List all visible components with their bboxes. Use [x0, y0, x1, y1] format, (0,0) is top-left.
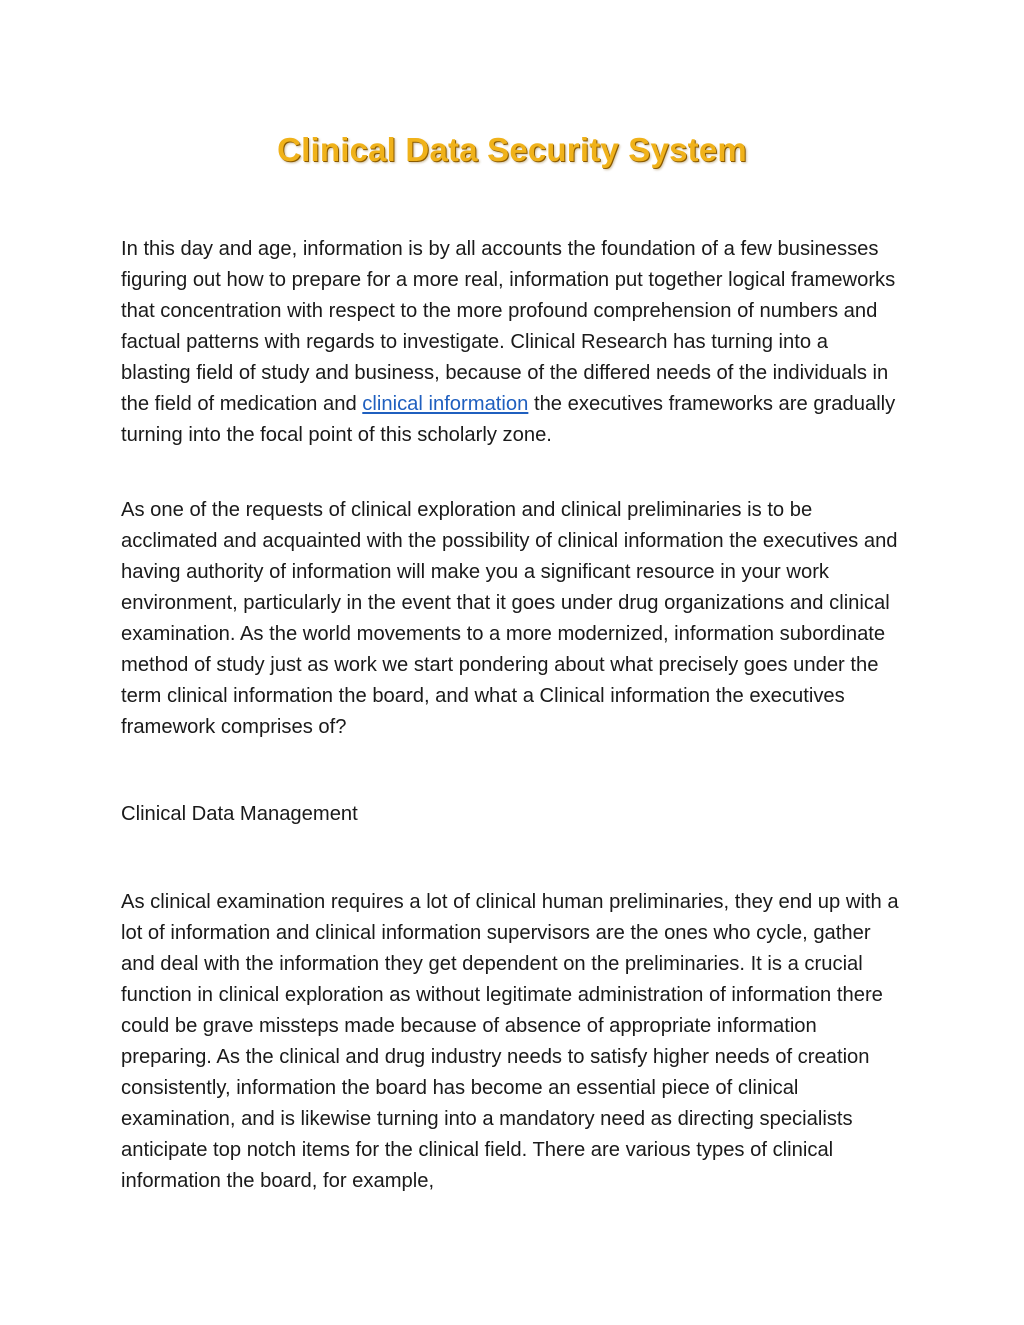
intro-paragraph-text-after-link: the executives frameworks are gradually turning into the focal point of this scholarly zone. [121, 393, 896, 446]
intro-paragraph-text-before-link: In this day and age, information is by all accounts the foundation of a few businesses figuring out how to prepare for a more real, information put together logical frameworks that concentration with respect to the more profound comprehension of numbers and factual patterns with regards to investigate. Clinical Research has turning into a blasting field of study and business, because of the differed needs of the individuals in the field of medication and [121, 238, 896, 415]
section-heading: Clinical Data Management [121, 803, 358, 825]
document-title: Clinical Data Security System [277, 131, 747, 168]
clinical-information-link[interactable]: clinical information [362, 393, 529, 415]
second-paragraph: As one of the requests of clinical exploration and clinical preliminaries is to be acclimated and acquainted with the possibility of clinical information the executives and having authority of information will make you a significant resource in your work environment, particularly in the event that it goes under drug organizations and clinical examination. As the world movements to a more modernized, information subordinate method of study just as work we start pondering about what precisely goes under the term clinical information the board, and what a Clinical information the executives framework comprises of? [121, 499, 898, 738]
third-paragraph: As clinical examination requires a lot of clinical human preliminaries, they end up with a lot of information and clinical information supervisors are the ones who cycle, gather and deal with the information they get dependent on the preliminaries. It is a crucial function in clinical exploration as without legitimate administration of information there could be grave missteps made because of absence of appropriate information preparing. As the clinical and drug industry needs to satisfy higher needs of creation consistently, information the board has become an essential piece of clinical examination, and is likewise turning into a mandatory need as directing specialists anticipate top notch items for the clinical field. There are various types of clinical information the board, for example, [121, 891, 899, 1192]
intro-paragraph [121, 234, 901, 451]
